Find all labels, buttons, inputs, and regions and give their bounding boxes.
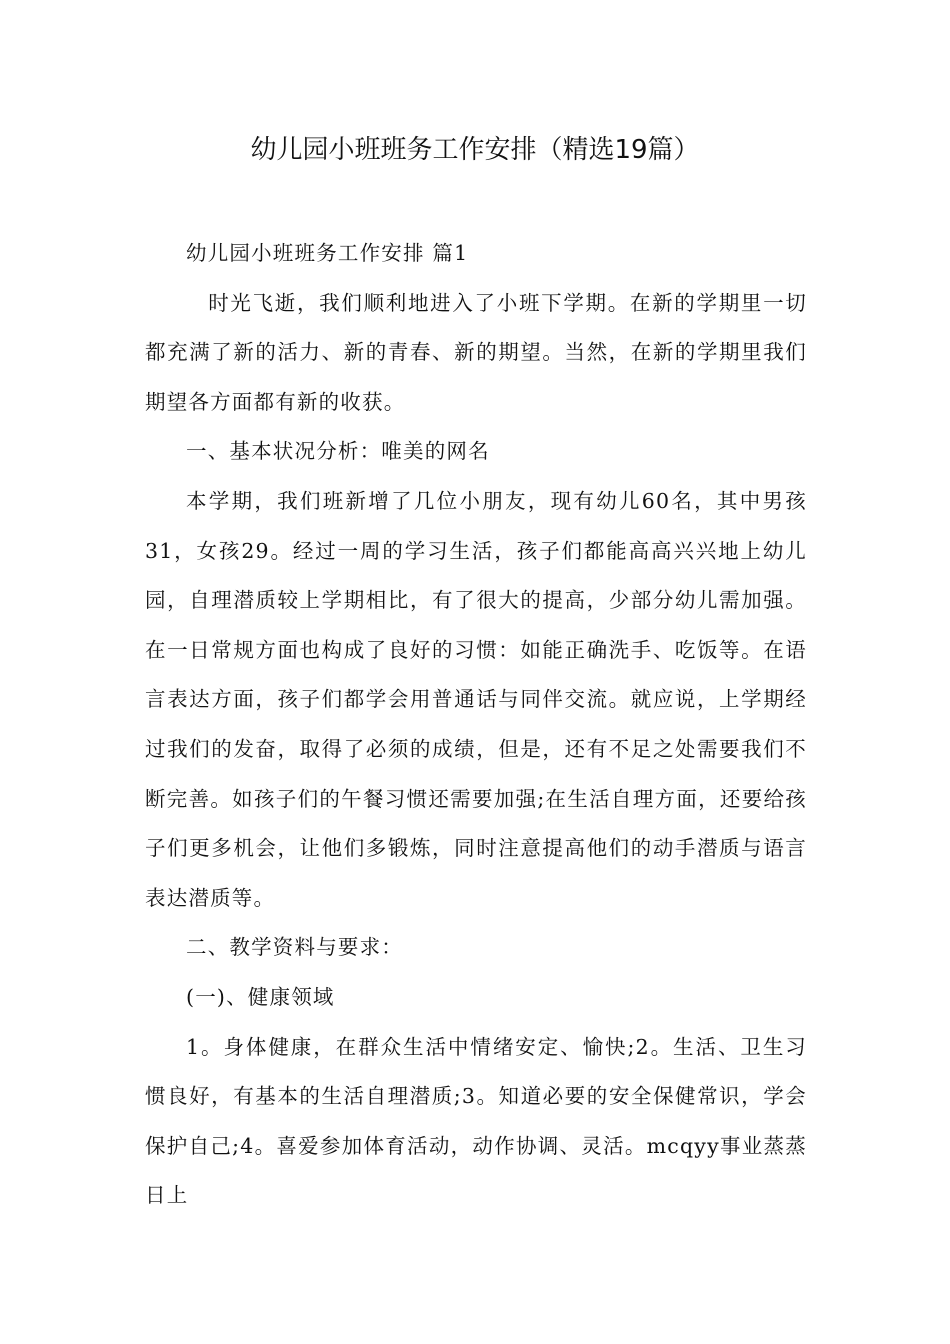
body-paragraph: 时光飞逝，我们顺利地进入了小班下学期。在新的学期里一切都充满了新的活力、新的青春、新的期望。当然，在新的学期里我们期望各方面都有新的收获。 bbox=[145, 290, 807, 414]
document-title: 幼儿园小班班务工作安排（精选19篇） bbox=[250, 135, 700, 165]
section-heading: 二、教学资料与要求： bbox=[186, 935, 403, 960]
section-heading: 一、基本状况分析：唯美的网名 bbox=[186, 439, 490, 464]
subsection-heading: (一)、健康领域 bbox=[186, 984, 335, 1009]
section-heading: 幼儿园小班班务工作安排 篇1 bbox=[186, 241, 469, 265]
body-paragraph: 1。身体健康，在群众生活中情绪安定、愉快;2。生活、卫生习惯良好，有基本的生活自理潜质;3。知道必要的安全保健常识，学会保护自己;4。喜爱参加体育活动，动作协调、灵活。mcqyy事业蒸蒸日上 bbox=[145, 1034, 807, 1208]
document-body bbox=[145, 229, 807, 1221]
body-paragraph: 本学期，我们班新增了几位小朋友，现有幼儿60名，其中男孩31，女孩29。经过一周的学习生活，孩子们都能高高兴兴地上幼儿园，自理潜质较上学期相比，有了很大的提高，少部分幼儿需加强。在一日常规方面也构成了良好的习惯：如能正确洗手、吃饭等。在语言表达方面，孩子们都学会用普通话与同伴交流。就应说，上学期经过我们的发奋，取得了必须的成绩，但是，还有不足之处需要我们不断完善。如孩子们的午餐习惯还需要加强;在生活自理方面，还要给孩子们更多机会，让他们多锻炼，同时注意提高他们的动手潜质与语言表达潜质等。 bbox=[145, 488, 807, 910]
